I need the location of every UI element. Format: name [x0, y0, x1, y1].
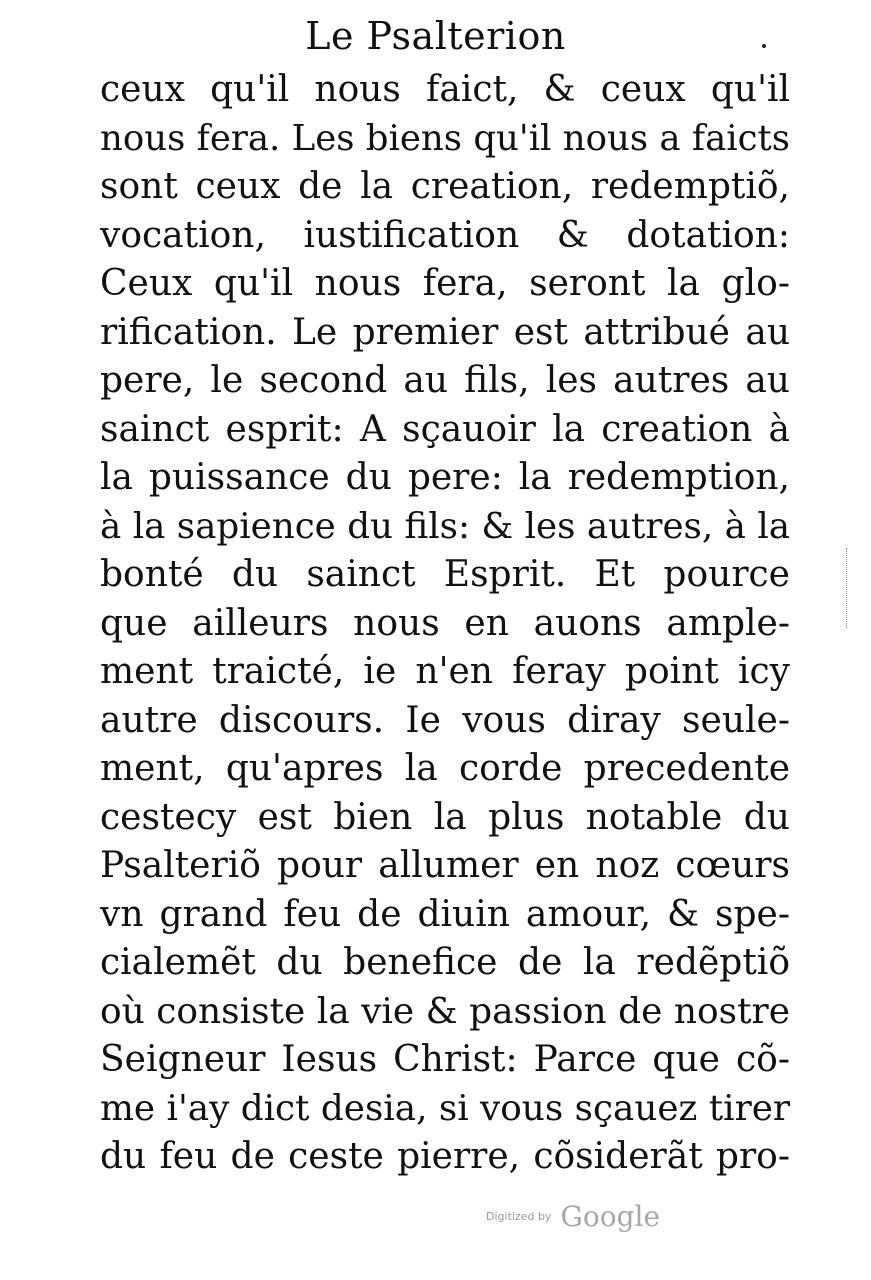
text-line: à la sapience du fils: & les autres, à la [100, 505, 790, 547]
text-line: cialemẽt du benefice de la redẽptiõ [100, 942, 790, 983]
text-line: cestecy est bien la plus notable du [100, 796, 790, 838]
ink-speck [762, 44, 766, 48]
text-line: ceux qu'il nous faict, & ceux qu'il [100, 69, 790, 110]
margin-mark [846, 548, 850, 628]
text-line: Psalteriõ pour allumer en noz cœurs [100, 845, 790, 886]
watermark-prefix: Digitized by [486, 1210, 552, 1223]
text-line: me i'ay dict desia, si vous sçauez tirer [100, 1087, 790, 1129]
text-line: la puissance du pere: la redemption, [100, 457, 790, 498]
text-line: bonté du sainct Esprit. Et pource [100, 554, 790, 595]
text-line: vocation, iustification & dotation: [100, 214, 790, 256]
text-line: Ceux qu'il nous fera, seront la glo- [100, 263, 790, 304]
text-line: que ailleurs nous en auons ample- [100, 602, 790, 644]
text-line: du feu de ceste pierre, cõsiderãt pro- [100, 1136, 790, 1177]
text-line: nous fera. Les biens qu'il nous a faicts [100, 117, 790, 159]
running-header: Le Psalterion [305, 14, 566, 58]
text-line: rification. Le premier est attribué au [100, 311, 790, 353]
digitized-watermark [486, 1200, 660, 1233]
text-line: sont ceux de la creation, redemptiõ, [100, 166, 790, 207]
text-line: vn grand feu de diuin amour, & spe- [100, 893, 790, 935]
text-line: où consiste la vie & passion de nostre [100, 990, 790, 1032]
text-line: Seigneur Iesus Christ: Parce que cõ- [100, 1039, 790, 1080]
text-line: autre discours. Ie vous diray seule- [100, 699, 790, 741]
watermark-brand: Google [560, 1200, 661, 1233]
text-line: pere, le second au fils, les autres au [100, 360, 790, 401]
text-line: ment, qu'apres la corde precedente [100, 748, 790, 789]
text-line: ment traicté, ie n'en feray point icy [100, 651, 790, 692]
body-text [100, 66, 790, 1182]
text-line: sainct esprit: A sçauoir la creation à [100, 408, 790, 450]
